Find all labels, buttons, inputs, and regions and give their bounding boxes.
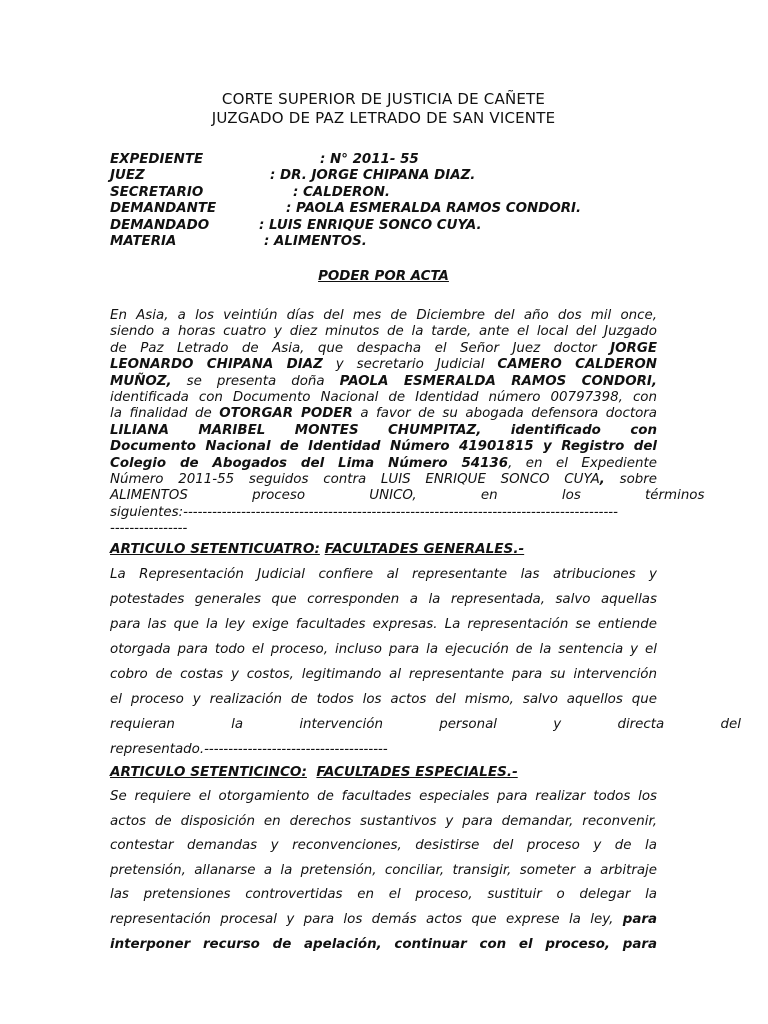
case-info [110, 152, 657, 250]
case-info-value: : CALDERON. [293, 184, 390, 200]
case-info-row [110, 152, 657, 168]
court-header [110, 90, 657, 128]
case-info-label: DEMANDANTE [110, 201, 217, 217]
article-number: ARTICULO SETENTICUATRO: [110, 541, 320, 557]
text-run: representación procesal y para los demás actos que exprese la ley, [110, 911, 614, 927]
text-run: y secretario Judicial [322, 357, 498, 373]
case-info-row [110, 168, 657, 184]
court-name: CORTE SUPERIOR DE JUSTICIA DE CAÑETE [221, 90, 546, 108]
secretary-name: MUÑOZ, [110, 373, 172, 389]
case-info-row [110, 201, 657, 217]
paragraph-line [110, 341, 657, 357]
paragraph-line: cobro de costas y costos, legitimando al representante para su intervención [110, 667, 657, 682]
plaintiff-name: PAOLA ESMERALDA RAMOS CONDORI [339, 373, 652, 389]
paragraph-line: siguientes:------------------------------------------------------------------------------------------ [110, 504, 618, 520]
text-run: , en el Expediente [508, 455, 657, 471]
judge-name: JORGE [610, 340, 657, 356]
text-run: la finalidad de [110, 406, 220, 422]
paragraph-line [110, 357, 657, 373]
case-info-label: EXPEDIENTE [110, 152, 204, 167]
paragraph-line [110, 374, 657, 390]
paragraph-line: Documento Nacional de Identidad Número 41901815 y Registro del [110, 439, 657, 455]
case-info-value: : N° 2011- 55 [320, 152, 419, 167]
text-run: sobre [604, 472, 657, 488]
article-subject: FACULTADES ESPECIALES.- [316, 764, 518, 780]
article-heading [110, 541, 657, 557]
paragraph-line: actos de disposición en derechos sustantivos y para demandar, reconvenir, [110, 813, 657, 829]
paragraph-line: las pretensiones controvertidas en el proceso, sustituir o delegar la [110, 887, 657, 903]
case-info-row [110, 185, 657, 201]
paragraph-line: ALIMENTOS proceso UNICO, en los términos [110, 488, 705, 504]
case-info-row [110, 218, 657, 234]
case-info-label: SECRETARIO [110, 184, 204, 200]
paragraph-line: requieran la intervención personal y directa del [110, 717, 741, 732]
paragraph-line: La Representación Judicial confiere al representante las atribuciones y [110, 567, 657, 582]
paragraph-line: potestades generales que corresponden a la representada, salvo aquellas [110, 592, 657, 607]
case-info-label: MATERIA [110, 233, 177, 249]
paragraph-line: otorgada para todo el proceso, incluso para la ejecución de la sentencia y el [110, 642, 657, 657]
case-info-label: JUEZ [110, 168, 145, 184]
text-run: Número 2011-55 seguidos contra LUIS ENRIQUE SONCO CUYA [110, 472, 600, 488]
paragraph-line: siendo a horas cuatro y diez minutos de la tarde, ante el local del Juzgado [110, 324, 657, 340]
paragraph-line: pretensión, allanarse a la pretensión, conciliar, transigir, someter a arbitraje [110, 862, 657, 878]
paragraph-line: el proceso y realización de todos los actos del mismo, salvo aquellos que [110, 692, 657, 707]
case-info-value: : DR. JORGE CHIPANA DIAZ. [270, 168, 476, 184]
paragraph-line [110, 472, 657, 488]
document-title: PODER POR ACTA [318, 269, 449, 284]
paragraph-line [110, 406, 657, 422]
case-info-label: DEMANDADO [110, 217, 210, 233]
punctuation: , [651, 373, 657, 389]
punctuation: , [599, 472, 605, 488]
paragraph-line: identificada con Documento Nacional de Identidad número 00797398, con [110, 390, 657, 406]
case-info-value: : ALIMENTOS. [264, 233, 367, 249]
text-run: a favor de su abogada defensora doctora [352, 406, 657, 422]
bold-text-run: para [622, 911, 657, 927]
secretary-name: CAMERO CALDERON [497, 357, 657, 373]
paragraph-line: contestar demandas y reconvenciones, desistirse del proceso y de la [110, 838, 657, 854]
paragraph-line: ---------------- [110, 521, 188, 537]
paragraph-line: para las que la ley exige facultades expresas. La representación se entiende [110, 617, 657, 632]
case-info-value: : PAOLA ESMERALDA RAMOS CONDORI. [286, 201, 582, 217]
tribunal-name: JUZGADO DE PAZ LETRADO DE SAN VICENTE [211, 109, 556, 127]
article-number: ARTICULO SETENTICINCO: [110, 764, 307, 780]
paragraph-line [110, 908, 657, 933]
case-info-row [110, 234, 657, 250]
article-heading [110, 764, 657, 780]
paragraph-line: Se requiere el otorgamiento de facultades especiales para realizar todos los [110, 789, 657, 804]
grant-power-phrase: OTORGAR PODER [219, 406, 353, 422]
article-body [110, 562, 741, 762]
text-run: se presenta doña [171, 373, 340, 389]
paragraph-line: representado.-------------------------------------- [110, 742, 388, 757]
paragraph-line [110, 456, 657, 472]
article-subject: FACULTADES GENERALES.- [324, 541, 525, 557]
intro-paragraph [110, 308, 705, 538]
judge-name: LEONARDO CHIPANA DIAZ [110, 357, 323, 373]
article-body [110, 785, 657, 957]
paragraph-line: interponer recurso de apelación, continuar con el proceso, para [110, 936, 657, 952]
bar-registration: Colegio de Abogados del Lima Número 54136 [110, 455, 509, 471]
paragraph-line: En Asia, a los veintiún días del mes de Diciembre del año dos mil once, [110, 308, 657, 323]
text-run: de Paz Letrado de Asia, que despacha el Señor Juez doctor [110, 340, 611, 356]
case-info-value: : LUIS ENRIQUE SONCO CUYA. [259, 217, 482, 233]
paragraph-line: LILIANA MARIBEL MONTES CHUMPITAZ, identificado con [110, 422, 657, 438]
